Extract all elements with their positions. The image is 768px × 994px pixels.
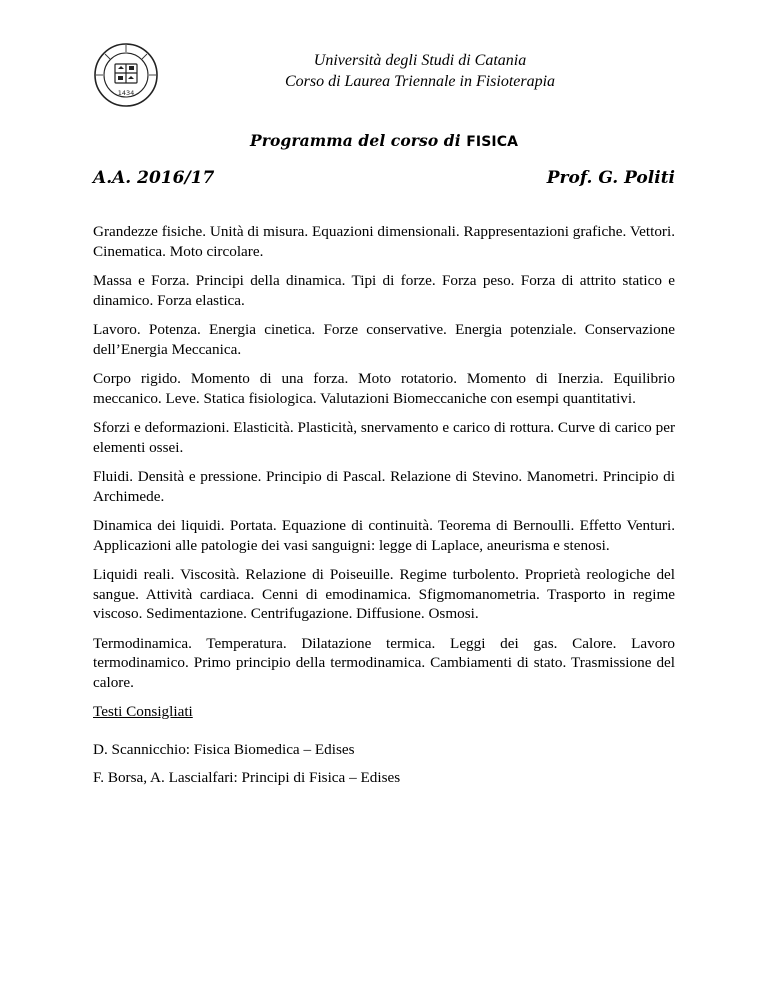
topic-paragraph: Corpo rigido. Momento di una forza. Moto rotatorio. Momento di Inerzia. Equilibrio meccanico. Leve. Statica fisiologica. Valutazioni Biomeccaniche con esempi quantitativi.	[93, 370, 675, 407]
topic-paragraph: Lavoro. Potenza. Energia cinetica. Forze conservative. Energia potenziale. Conservazione dell’Energia Meccanica.	[93, 321, 675, 358]
topic-paragraph: Termodinamica. Temperatura. Dilatazione termica. Leggi dei gas. Calore. Lavoro termodinamico. Primo principio della termodinamica. Cambiamenti di stato. Trasmissione del calore.	[93, 634, 675, 691]
document-header	[0, 42, 768, 112]
reference-item: F. Borsa, A. Lascialfari: Principi di Fisica – Edises	[93, 769, 401, 786]
topic-paragraph: Sforzi e deformazioni. Elasticità. Plasticità, snervamento e carico di rottura. Curve di carico per elementi ossei.	[93, 419, 675, 456]
degree-course-name: Corso di Laurea Triennale in Fisioterapia	[284, 73, 556, 90]
professor-name: Prof. G. Politi	[546, 168, 675, 188]
topic-paragraph: Grandezze fisiche. Unità di misura. Equazioni dimensionali. Rappresentazioni grafiche. Vettori. Cinematica. Moto circolare.	[93, 223, 675, 260]
academic-year: A.A. 2016/17	[93, 168, 215, 188]
topic-paragraph: Fluidi. Densità e pressione. Principio di Pascal. Relazione di Stevino. Manometri. Principio di Archimede.	[93, 468, 675, 505]
university-name: Università degli Studi di Catania	[313, 52, 527, 69]
topic-paragraph: Liquidi reali. Viscosità. Relazione di Poiseuille. Regime turbolento. Proprietà reologiche del sangue. Attività cardiaca. Cenni di emodinamica. Sfigmomanometria. Trasporto in regime viscoso. Sedimentazione. Centrifugazione. Diffusione. Osmosi.	[93, 566, 675, 622]
references-heading: Testi Consigliati	[93, 703, 193, 720]
course-title	[0, 131, 768, 150]
course-subject: FISICA	[466, 134, 519, 150]
program-content	[93, 222, 675, 797]
university-seal-icon	[93, 42, 159, 108]
course-title-prefix: Programma del corso di	[249, 131, 467, 150]
topic-paragraph: Dinamica dei liquidi. Portata. Equazione di continuità. Teorema di Bernoulli. Effetto Venturi. Applicazioni alle patologie dei vasi sanguigni: legge di Laplace, aneurisma e stenosi.	[93, 517, 675, 554]
topic-paragraph: Massa e Forza. Principi della dinamica. Tipi di forze. Forza peso. Forza di attrito statico e dinamico. Forza elastica.	[93, 272, 675, 309]
seal-year: 1434	[117, 89, 135, 97]
reference-item: D. Scannicchio: Fisica Biomedica – Edises	[93, 740, 355, 758]
academic-info-line	[93, 168, 675, 192]
